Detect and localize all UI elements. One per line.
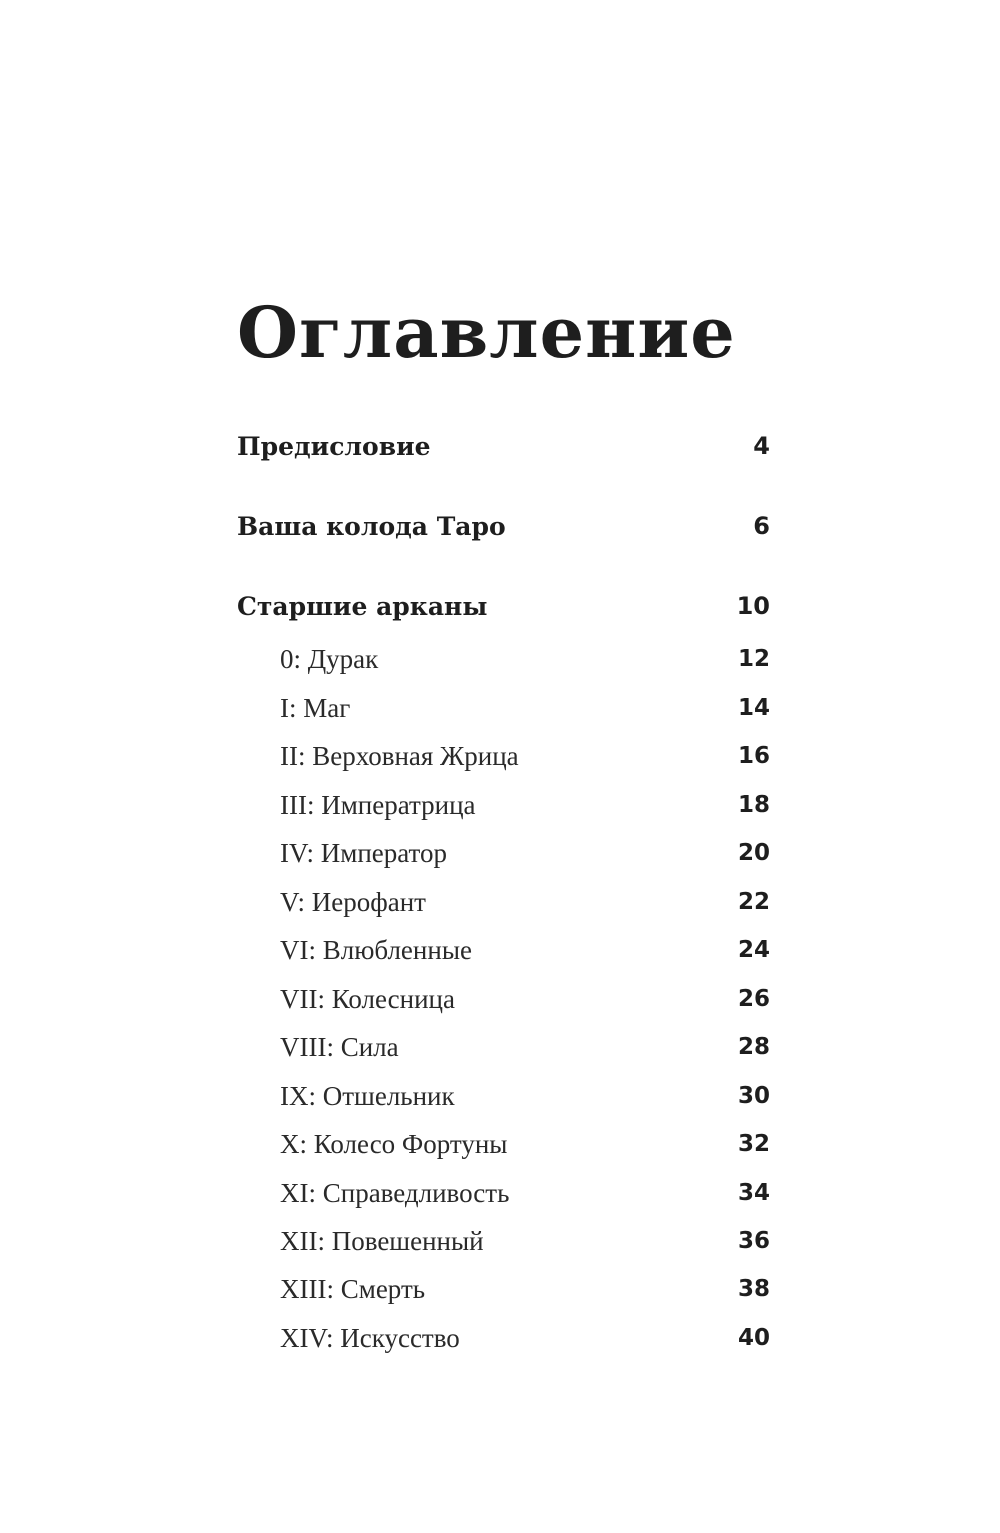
toc-page-number: 4 [753, 432, 770, 460]
toc-page-number: 16 [737, 743, 770, 769]
page-title: Оглавление [237, 291, 736, 374]
toc-page-number: 34 [737, 1180, 770, 1206]
toc-entry[interactable] [280, 1318, 770, 1358]
toc-entry-label: I: Маг [280, 692, 351, 723]
toc-section-label: Старшие арканы [237, 591, 488, 621]
toc-entry[interactable] [280, 1269, 770, 1309]
toc-page-number: 14 [737, 695, 770, 721]
toc-entry-label: VI: Влюбленные [280, 934, 472, 965]
toc-entry-label: XIV: Искусство [280, 1322, 460, 1353]
toc-entry[interactable] [280, 930, 770, 970]
toc-page-number: 28 [737, 1034, 770, 1060]
toc-page-number: 24 [737, 937, 770, 963]
toc-page-number: 10 [736, 592, 770, 620]
toc-entry[interactable] [280, 833, 770, 873]
toc-entry[interactable] [280, 1124, 770, 1164]
toc-entry[interactable] [280, 979, 770, 1019]
toc-entry-label: VII: Колесница [280, 983, 455, 1014]
toc-entry[interactable] [280, 882, 770, 922]
toc-page-number: 18 [737, 792, 770, 818]
toc-page-number: 22 [737, 889, 770, 915]
toc-entry-label: VIII: Сила [280, 1031, 399, 1062]
toc-entry-label: IX: Отшельник [280, 1080, 455, 1111]
toc-entry[interactable] [280, 1221, 770, 1261]
toc-entry-label: XIII: Смерть [280, 1273, 426, 1304]
toc-page-number: 38 [737, 1276, 770, 1302]
toc-section-major-arcana[interactable] [237, 586, 770, 626]
toc-entry[interactable] [280, 736, 770, 776]
toc-entry-label: II: Верховная Жрица [280, 740, 519, 771]
toc-entry[interactable] [280, 688, 770, 728]
toc-entry-label: 0: Дурак [280, 643, 379, 674]
toc-entry-label: XI: Справедливость [280, 1177, 510, 1208]
toc-entry-label: XII: Повешенный [280, 1225, 484, 1256]
toc-entry[interactable] [280, 1173, 770, 1213]
toc-entry-label: IV: Император [280, 837, 447, 868]
toc-page-number: 40 [737, 1325, 770, 1351]
toc-entry-label: V: Иерофант [280, 886, 426, 917]
toc-page-number: 30 [737, 1083, 770, 1109]
toc-page-number: 12 [737, 646, 770, 672]
toc-section-label: Предисловие [237, 431, 431, 461]
toc-entry[interactable] [280, 639, 770, 679]
toc-entry-label: X: Колесо Фортуны [280, 1128, 508, 1159]
toc-entry-label: III: Императрица [280, 789, 476, 820]
toc-page-number: 26 [737, 986, 770, 1012]
toc-entry[interactable] [280, 785, 770, 825]
toc-page-number: 20 [737, 840, 770, 866]
toc-section-preface[interactable] [237, 426, 770, 466]
toc-section-deck[interactable] [237, 506, 770, 546]
toc-page-number: 32 [737, 1131, 770, 1157]
toc-section-label: Ваша колода Таро [237, 511, 506, 541]
toc-page-number: 36 [737, 1228, 770, 1254]
toc-entry[interactable] [280, 1027, 770, 1067]
toc-entry[interactable] [280, 1076, 770, 1116]
toc-page-number: 6 [753, 512, 770, 540]
